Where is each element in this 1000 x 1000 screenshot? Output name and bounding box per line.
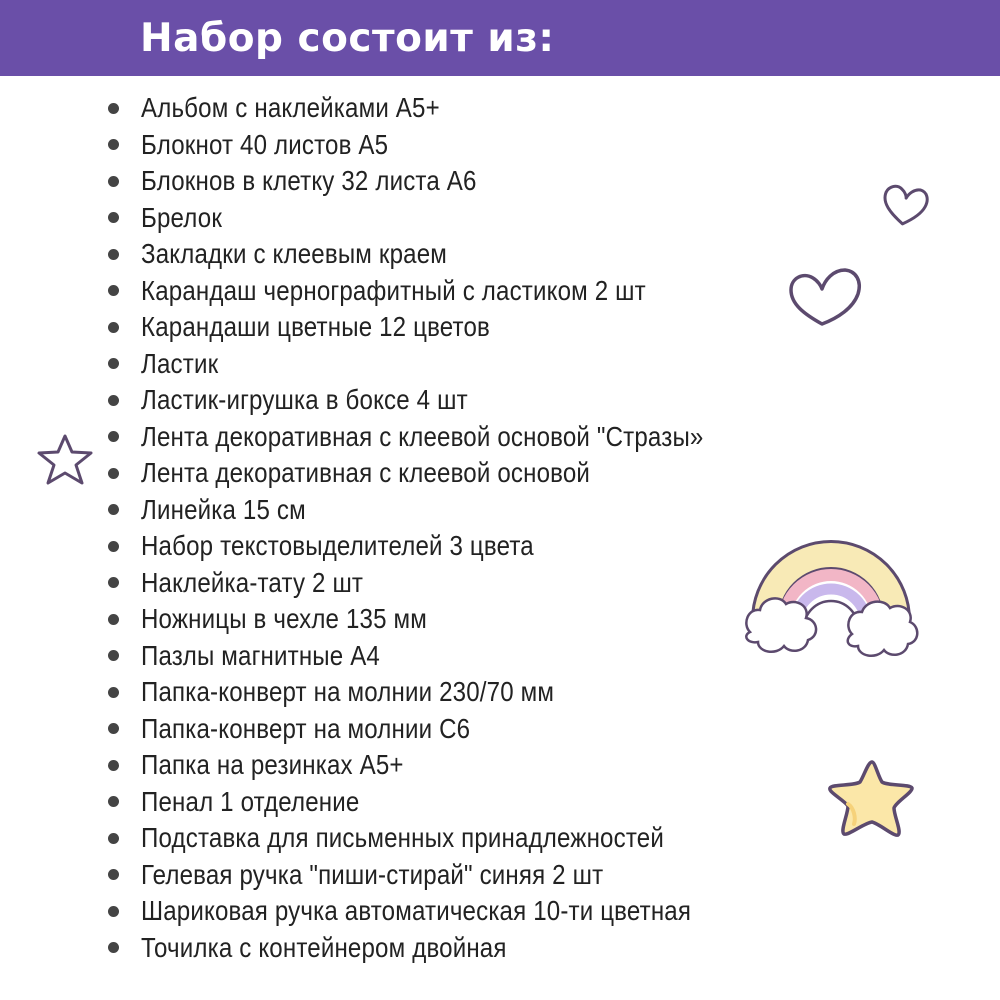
heart-small-icon [880, 182, 930, 230]
bullet-icon [108, 577, 119, 588]
list-item-label: Папка-конверт на молнии С6 [141, 712, 471, 744]
rainbow-icon [740, 524, 922, 664]
list-item-label: Линейка 15 см [141, 493, 306, 525]
list-item [108, 273, 795, 310]
list-item [108, 638, 795, 675]
bullet-icon [108, 650, 119, 661]
list-item-label: Лента декоративная с клеевой основой "Стразы» [141, 420, 704, 452]
bullet-icon [108, 869, 119, 880]
list-item [108, 163, 795, 200]
list-item-label: Ластик [141, 347, 219, 379]
bullet-icon [108, 833, 119, 844]
list-item-label: Точилка с контейнером двойная [141, 931, 507, 963]
list-item [108, 200, 795, 237]
bullet-icon [108, 504, 119, 515]
list-item [108, 857, 795, 894]
list-item [108, 711, 795, 748]
bullet-icon [108, 322, 119, 333]
bullet-icon [108, 796, 119, 807]
bullet-icon [108, 249, 119, 260]
list-item [108, 565, 795, 602]
list-item-label: Альбом с наклейками А5+ [141, 92, 440, 124]
bullet-icon [108, 468, 119, 479]
list-item [108, 893, 795, 930]
list-item [108, 528, 795, 565]
items-list [108, 90, 795, 966]
list-item [108, 747, 795, 784]
list-item [108, 601, 795, 638]
list-item-label: Пазлы магнитные А4 [141, 639, 380, 671]
bullet-icon [108, 906, 119, 917]
bullet-icon [108, 139, 119, 150]
list-item [108, 674, 795, 711]
list-item-label: Карандаш чернографитный с ластиком 2 шт [141, 274, 646, 306]
bullet-icon [108, 541, 119, 552]
list-item [108, 127, 795, 164]
list-item-label: Папка-конверт на молнии 230/70 мм [141, 676, 555, 708]
list-item-label: Закладки с клеевым краем [141, 238, 448, 270]
star-yellow-icon [826, 758, 916, 838]
page-title: Набор состоит из: [140, 16, 555, 61]
list-item-label: Ластик-игрушка в боксе 4 шт [141, 384, 468, 416]
bullet-icon [108, 176, 119, 187]
bullet-icon [108, 687, 119, 698]
list-item-label: Брелок [141, 201, 223, 233]
list-item-label: Блокнов в клетку 32 листа А6 [141, 165, 477, 197]
list-item-label: Наклейка-тату 2 шт [141, 566, 364, 598]
star-outline-icon [34, 432, 96, 488]
bullet-icon [108, 431, 119, 442]
list-item [108, 820, 795, 857]
list-item-label: Пенал 1 отделение [141, 785, 360, 817]
bullet-icon [108, 285, 119, 296]
list-item [108, 382, 795, 419]
header-band [0, 0, 1000, 76]
list-item-label: Карандаши цветные 12 цветов [141, 311, 490, 343]
list-item-label: Гелевая ручка "пиши-стирай" синяя 2 шт [141, 858, 604, 890]
bullet-icon [108, 103, 119, 114]
list-item-label: Подставка для письменных принадлежностей [141, 822, 664, 854]
bullet-icon [108, 942, 119, 953]
list-item-label: Блокнот 40 листов А5 [141, 128, 389, 160]
bullet-icon [108, 614, 119, 625]
list-item-label: Набор текстовыделителей 3 цвета [141, 530, 534, 562]
list-item-label: Папка на резинках А5+ [141, 749, 404, 781]
heart-large-icon [786, 262, 866, 332]
list-item [108, 309, 795, 346]
bullet-icon [108, 395, 119, 406]
bullet-icon [108, 723, 119, 734]
list-item [108, 90, 795, 127]
list-item [108, 492, 795, 529]
bullet-icon [108, 760, 119, 771]
list-item-label: Шариковая ручка автоматическая 10-ти цветная [141, 895, 692, 927]
list-item [108, 346, 795, 383]
list-item-label: Лента декоративная с клеевой основой [141, 457, 591, 489]
list-item [108, 784, 795, 821]
list-item [108, 455, 795, 492]
list-item [108, 419, 795, 456]
list-item [108, 930, 795, 967]
list-item [108, 236, 795, 273]
bullet-icon [108, 358, 119, 369]
bullet-icon [108, 212, 119, 223]
list-item-label: Ножницы в чехле 135 мм [141, 603, 427, 635]
